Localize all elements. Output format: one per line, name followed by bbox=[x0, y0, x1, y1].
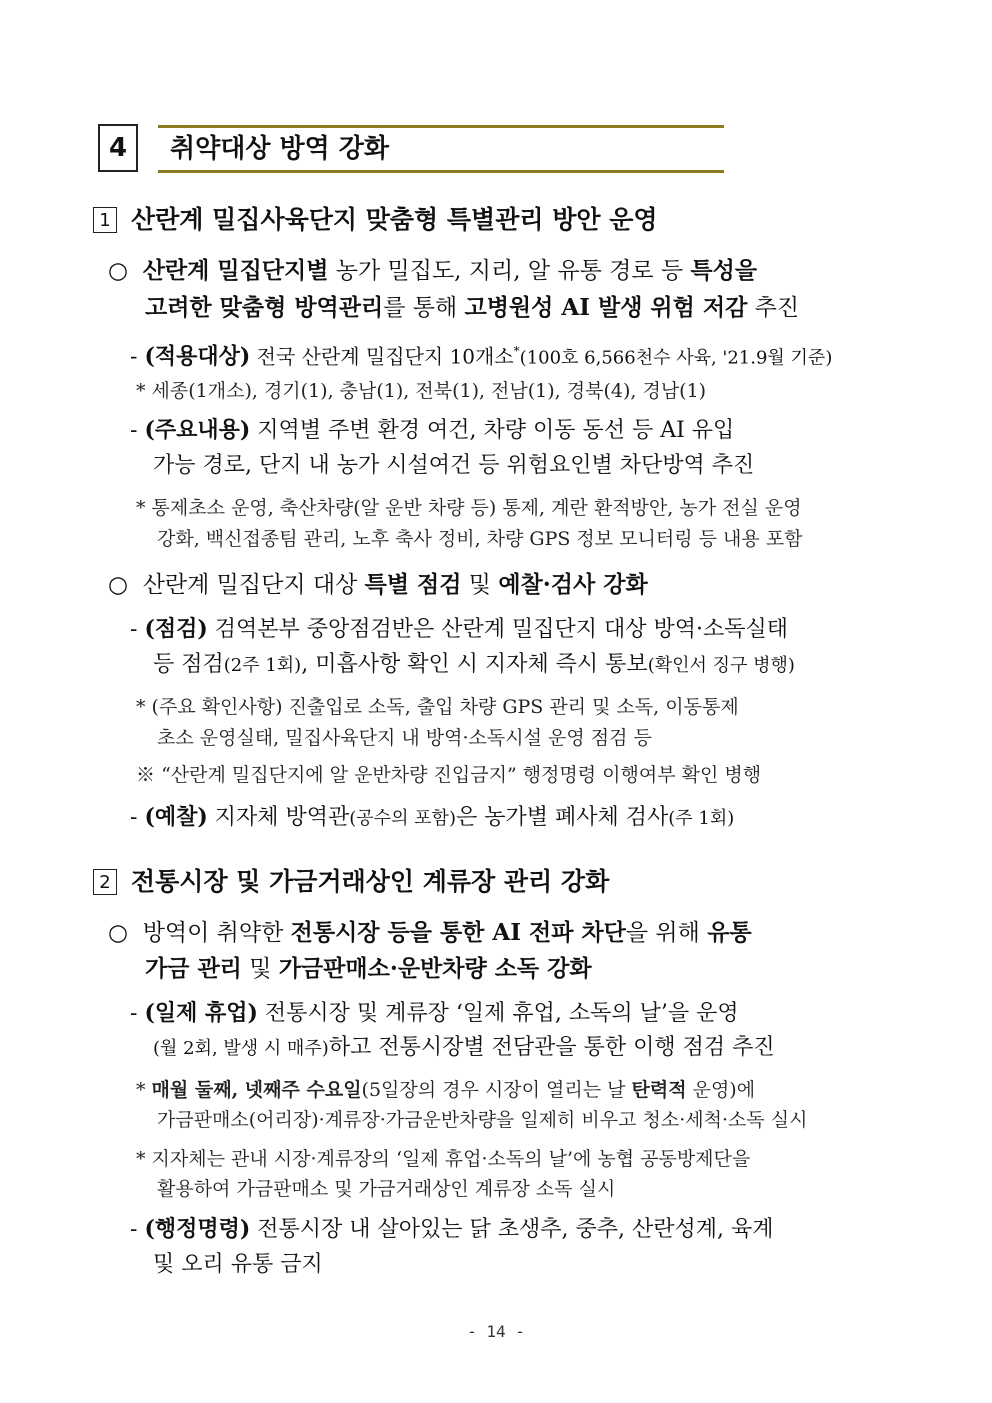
sub2-closure-note1-line1 bbox=[136, 1075, 755, 1105]
asterisk-icon: * bbox=[136, 1079, 146, 1101]
text: (주요 확인사항) 진출입로 소독, 출입 차량 GPS 관리 및 소독, 이동통제 bbox=[151, 696, 739, 718]
text: 하고 전통시장별 전담관을 통한 이행 점검 추진 bbox=[328, 1035, 775, 1060]
text: (확인서 징구 병행) bbox=[647, 655, 795, 676]
sub2-closure-note2-line2 bbox=[157, 1174, 615, 1204]
text: 지자체는 관내 시장·계류장의 ‘일제 휴업·소독의 날’에 농협 공동방제단을 bbox=[151, 1148, 751, 1170]
text: 가능 경로, 단지 내 농가 시설여건 등 위험요인별 차단방역 추진 bbox=[153, 453, 755, 478]
text: 통제초소 운영, 축산차량(알 운반 차량 등) 통제, 계란 환적방안, 농가 전실 운영 bbox=[151, 497, 802, 519]
dash: - bbox=[130, 344, 138, 370]
sub1-survey-line bbox=[130, 800, 734, 834]
text: (2주 1회) bbox=[223, 655, 302, 676]
sub1-bullet1-line2 bbox=[145, 290, 799, 326]
dash: - bbox=[130, 617, 138, 642]
section-title: 취약대상 방역 강화 bbox=[170, 134, 390, 164]
sub2-bullet1-line1 bbox=[108, 915, 752, 951]
sub2-bullet1-line2 bbox=[145, 951, 592, 987]
sub1-check-line2 bbox=[153, 648, 795, 682]
text: 을 위해 bbox=[625, 920, 708, 946]
emphasis: 전통시장 등을 통한 AI 전파 차단 bbox=[290, 919, 626, 946]
text: 가금판매소(어리장)·계류장·가금운반차량을 일제히 비우고 청소·세척·소독 실시 bbox=[157, 1109, 808, 1131]
footnote-mark: * bbox=[513, 344, 520, 358]
sub1-content-line1 bbox=[130, 413, 734, 447]
subsection-1-heading bbox=[93, 200, 658, 240]
text: 검역본부 중앙점검반은 산란계 밀집단지 대상 방역·소독실태 bbox=[207, 617, 789, 642]
sub1-check-note-line2 bbox=[157, 723, 652, 753]
text: 전통시장 내 살아있는 닭 초생추, 중추, 산란성계, 육계 bbox=[250, 1217, 774, 1242]
reference-mark-icon: ※ bbox=[136, 764, 156, 786]
text: 방역이 취약한 bbox=[142, 920, 291, 946]
section-number-box bbox=[98, 124, 138, 172]
text: (월 2회, 발생 시 매주) bbox=[153, 1038, 329, 1059]
item-label: (주요내용) bbox=[144, 417, 251, 443]
section-rule-bottom bbox=[158, 170, 724, 173]
dash: - bbox=[130, 418, 138, 443]
text: 추진 bbox=[747, 295, 800, 321]
text: 지자체 방역관 bbox=[207, 805, 350, 830]
page-number: - 14 - bbox=[467, 1322, 525, 1341]
text: 초소 운영실태, 밀집사육단지 내 방역·소독시설 운영 점검 등 bbox=[157, 727, 652, 749]
sub1-reference-note bbox=[136, 760, 761, 790]
text: 등 점검 bbox=[153, 652, 224, 677]
text: 전통시장 및 계류장 ‘일제 휴업, 소독의 날’을 운영 bbox=[257, 1001, 739, 1026]
text: 활용하여 가금판매소 및 가금거래상인 계류장 소독 실시 bbox=[157, 1178, 616, 1200]
item-label: (적용대상) bbox=[144, 343, 251, 370]
text: 지역별 주변 환경 여건, 차량 이동 동선 등 AI 유입 bbox=[250, 418, 735, 443]
text: 및 오리 유통 금지 bbox=[153, 1252, 323, 1277]
sub1-check-note-line1 bbox=[136, 692, 739, 722]
circle-bullet-icon: ○ bbox=[108, 572, 129, 598]
subsection-2-title: 전통시장 및 가금거래상인 계류장 관리 강화 bbox=[131, 867, 610, 896]
sub2-closure-note1-line2 bbox=[157, 1105, 807, 1135]
text: 를 통해 bbox=[383, 295, 465, 321]
text: 세종(1개소), 경기(1), 충남(1), 전북(1), 전남(1), 경북(4), 경남(1) bbox=[151, 380, 707, 402]
emphasis: 고려한 맞춤형 방역관리 bbox=[145, 294, 384, 321]
text: , 미흡사항 확인 시 지자체 즉시 통보 bbox=[301, 652, 648, 677]
sub1-bullet2 bbox=[108, 567, 648, 603]
sub2-admin-line1 bbox=[130, 1212, 773, 1246]
sub1-bullet1-line1 bbox=[108, 253, 757, 289]
emphasis: 탄력적 bbox=[631, 1079, 687, 1101]
asterisk-icon: * bbox=[136, 696, 146, 718]
section-number: 4 bbox=[108, 133, 128, 163]
text: 및 bbox=[461, 572, 499, 598]
emphasis: 산란계 밀집단지별 bbox=[142, 257, 329, 284]
text: 강화, 백신접종팀 관리, 노후 축사 정비, 차량 GPS 정보 모니터링 등 내용 포함 bbox=[157, 528, 803, 550]
text: 및 bbox=[241, 956, 279, 982]
dash: - bbox=[130, 1001, 138, 1026]
sub1-apply-note bbox=[136, 376, 706, 406]
text: (주 1회) bbox=[668, 808, 735, 829]
circle-bullet-icon: ○ bbox=[108, 920, 129, 946]
dash: - bbox=[130, 1217, 138, 1242]
circle-bullet-icon: ○ bbox=[108, 258, 129, 284]
emphasis: 매월 둘째, 넷째주 수요일 bbox=[151, 1079, 362, 1101]
asterisk-icon: * bbox=[136, 1148, 146, 1170]
item-label: (일제 휴업) bbox=[144, 1000, 258, 1026]
sub2-closure-note2-line1 bbox=[136, 1144, 750, 1174]
text: 은 농가별 폐사체 검사 bbox=[455, 805, 669, 830]
item-label: (점검) bbox=[144, 616, 208, 642]
emphasis: 가금 관리 bbox=[145, 955, 242, 982]
sub2-admin-line2 bbox=[153, 1248, 323, 1282]
text: (5일장의 경우 시장이 열리는 날 bbox=[361, 1079, 632, 1101]
sub1-check-line1 bbox=[130, 612, 788, 646]
emphasis: 고병원성 AI 발생 위험 저감 bbox=[464, 294, 748, 321]
item-label: (행정명령) bbox=[144, 1216, 251, 1242]
text: 운영)에 bbox=[686, 1079, 756, 1101]
sub2-closure-line2 bbox=[153, 1031, 775, 1065]
dash: - bbox=[130, 805, 138, 830]
emphasis: 예찰·검사 강화 bbox=[498, 571, 648, 598]
subsection-1-number: 1 bbox=[93, 207, 117, 233]
text: “산란계 밀집단지에 알 운반차량 진입금지” 행정명령 이행여부 확인 병행 bbox=[161, 764, 762, 786]
subsection-2-number: 2 bbox=[93, 869, 117, 895]
emphasis: 유통 bbox=[707, 919, 752, 946]
sub1-apply-line bbox=[130, 334, 832, 368]
asterisk-icon: * bbox=[136, 380, 146, 402]
text: 산란계 밀집단지 대상 bbox=[142, 572, 365, 598]
sub1-content-line2 bbox=[153, 449, 754, 483]
subsection-1-title: 산란계 밀집사육단지 맞춤형 특별관리 방안 운영 bbox=[131, 205, 658, 234]
emphasis: 특성을 bbox=[690, 257, 758, 284]
text: 전국 산란계 밀집단지 10개소 bbox=[250, 344, 514, 369]
text: (100호 6,566천수 사육, '21.9월 기준) bbox=[519, 347, 833, 369]
item-label: (예찰) bbox=[144, 804, 208, 830]
sub2-closure-line1 bbox=[130, 996, 739, 1030]
text: 농가 밀집도, 지리, 알 유통 경로 등 bbox=[328, 258, 691, 284]
sub1-content-note-line2 bbox=[157, 524, 803, 554]
text: (공수의 포함) bbox=[349, 808, 456, 829]
subsection-2-heading bbox=[93, 862, 609, 902]
asterisk-icon: * bbox=[136, 497, 146, 519]
emphasis: 특별 점검 bbox=[364, 571, 462, 598]
sub1-content-note-line1 bbox=[136, 493, 802, 523]
emphasis: 가금판매소·운반차량 소독 강화 bbox=[278, 955, 592, 982]
